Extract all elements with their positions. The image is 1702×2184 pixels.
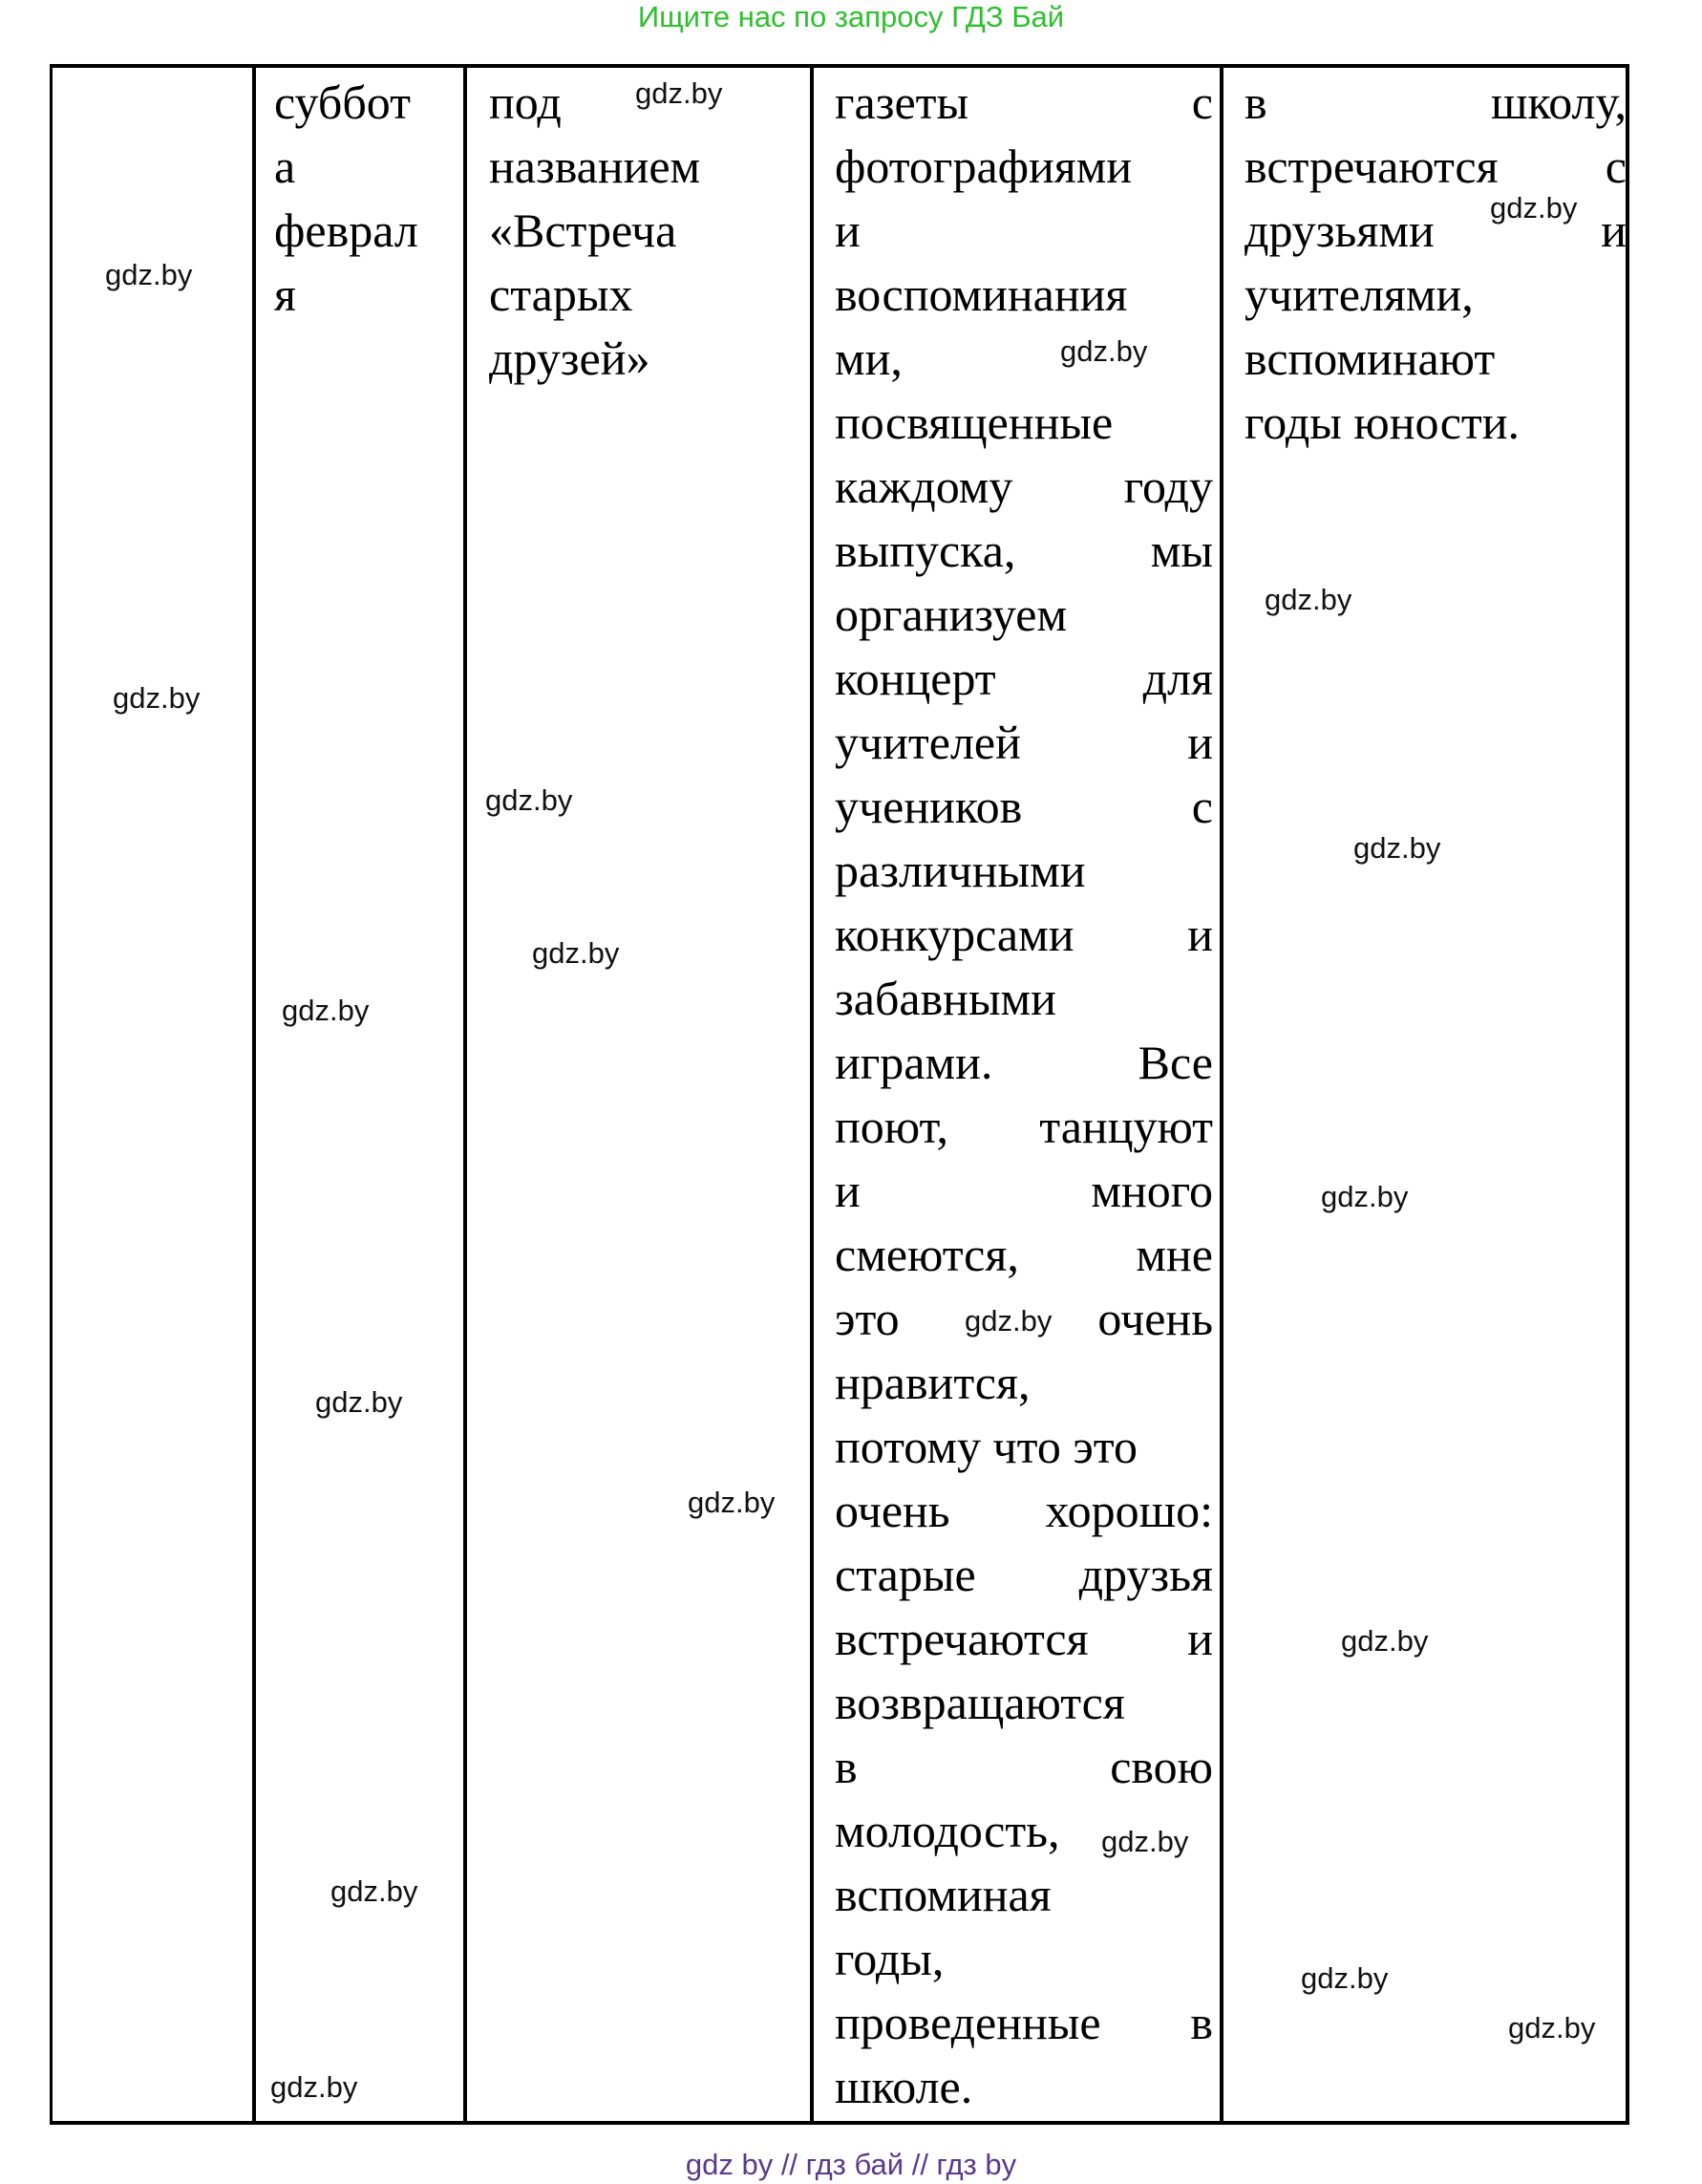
- watermark-text: gdz.by: [1508, 2011, 1596, 2045]
- description-cell-word: в: [1190, 1996, 1213, 2049]
- description-cell-line: [835, 327, 1213, 391]
- event-name-cell-word: «Встреча: [489, 203, 677, 257]
- description-cell-line: [835, 71, 1213, 135]
- description-cell-line: [835, 711, 1213, 775]
- month-cell-word: суббот: [274, 75, 411, 129]
- watermark-text: gdz.by: [1101, 1825, 1189, 1858]
- description-cell-word: молодость,: [835, 1804, 1060, 1857]
- description-cell-word: друзья: [1078, 1548, 1213, 1601]
- event-name-cell-word: старых: [489, 268, 633, 321]
- watermark-text: gdz.by: [1301, 1961, 1389, 1995]
- description-cell-line: [835, 839, 1213, 903]
- reason-cell-word: школу,: [1490, 75, 1627, 129]
- description-cell-word: организуем: [835, 588, 1068, 641]
- description-cell-word: хорошо:: [1045, 1484, 1213, 1537]
- description-cell-line: [835, 1031, 1213, 1095]
- watermark-text: gdz.by: [532, 936, 620, 970]
- description-cell-word: нравится,: [835, 1356, 1031, 1409]
- description-cell-line: [835, 1095, 1213, 1159]
- description-cell-line: [835, 1991, 1213, 2055]
- description-cell-word: и: [835, 1164, 861, 1217]
- description-cell-word: смеются,: [835, 1228, 1019, 1281]
- table-column-2: [252, 64, 467, 2125]
- watermark-text: gdz.by: [270, 2070, 358, 2104]
- description-cell-line: [835, 263, 1213, 327]
- watermark-text: gdz.by: [1321, 1180, 1409, 1213]
- description-cell-word: ми,: [835, 332, 903, 385]
- watermark-text: gdz.by: [1265, 583, 1352, 616]
- reason-cell-word: в: [1245, 75, 1267, 129]
- month-cell-line: [274, 199, 446, 263]
- description-cell-word: учителей: [835, 716, 1021, 769]
- watermark-text: gdz.by: [635, 76, 723, 110]
- reason-cell-line: [1245, 263, 1627, 327]
- description-cell-word: годы,: [835, 1932, 945, 1985]
- description-cell-word: с: [1191, 780, 1213, 833]
- watermark-text: gdz.by: [965, 1304, 1053, 1338]
- month-cell-line: [274, 135, 446, 199]
- description-cell-line: [835, 967, 1213, 1031]
- description-cell-word: очень: [835, 1484, 950, 1537]
- reason-cell-word: учителями,: [1245, 268, 1474, 321]
- description-cell-word: забавными: [835, 972, 1056, 1025]
- description-cell-word: Все: [1138, 1036, 1213, 1089]
- description-cell-line: [835, 1351, 1213, 1415]
- event-name-cell-line: [489, 135, 814, 199]
- description-cell-word: вспоминая: [835, 1868, 1052, 1921]
- watermark-text: gdz.by: [105, 258, 193, 291]
- reason-cell-word: друзьями: [1245, 203, 1435, 257]
- description-cell-word: школе.: [835, 2060, 973, 2113]
- reason-cell-line: [1245, 327, 1627, 391]
- month-cell-word: я: [274, 268, 296, 321]
- description-cell-word: потому что это: [835, 1420, 1138, 1473]
- watermark-text: gdz.by: [282, 994, 370, 1027]
- description-cell-word: и: [1187, 1612, 1213, 1665]
- event-name-cell-word: друзей»: [489, 332, 650, 385]
- watermark-text: gdz.by: [1353, 831, 1441, 865]
- description-cell-word: и: [1187, 908, 1213, 961]
- description-cell-word: газеты: [835, 75, 969, 129]
- watermark-text: gdz.by: [485, 783, 573, 817]
- description-cell-word: концерт: [835, 652, 996, 705]
- description-cell-word: посвященные: [835, 396, 1114, 449]
- event-name-cell-word: под: [489, 75, 562, 129]
- description-cell-word: старые: [835, 1548, 976, 1601]
- month-cell-line: [274, 71, 446, 135]
- description-cell-word: свою: [1110, 1740, 1213, 1793]
- watermark-text: gdz.by: [1341, 1624, 1429, 1658]
- month-cell-line: [274, 263, 446, 327]
- description-cell-line: [835, 135, 1213, 199]
- reason-cell-word: с: [1605, 139, 1627, 193]
- description-cell-word: мне: [1136, 1228, 1213, 1281]
- top-banner[interactable]: Ищите нас по запросу ГДЗ Бай: [637, 0, 1065, 33]
- description-cell-line: [835, 1159, 1213, 1223]
- description-cell-word: фотографиями: [835, 139, 1133, 193]
- description-cell-line: [835, 455, 1213, 519]
- description-cell-word: играми.: [835, 1036, 993, 1089]
- description-cell-word: воспоминания: [835, 268, 1128, 321]
- reason-cell-word: встречаются: [1245, 139, 1499, 193]
- reason-cell-word: годы юности.: [1245, 396, 1521, 449]
- description-cell-line: [835, 2055, 1213, 2119]
- description-cell-word: встречаются: [835, 1612, 1089, 1665]
- description-cell-line: [835, 1671, 1213, 1735]
- watermark-text: gdz.by: [1060, 334, 1148, 368]
- description-cell-line: [835, 391, 1213, 455]
- watermark-text: gdz.by: [1490, 191, 1578, 225]
- description-cell-word: очень: [1097, 1292, 1213, 1345]
- description-cell-word: и: [835, 203, 861, 257]
- description-cell-word: возвращаются: [835, 1676, 1125, 1729]
- description-cell-line: [835, 1927, 1213, 1991]
- description-cell-word: и: [1187, 716, 1213, 769]
- event-name-cell-line: [489, 199, 814, 263]
- description-cell-word: в: [835, 1740, 858, 1793]
- description-cell-line: [835, 775, 1213, 839]
- description-cell-word: с: [1191, 75, 1213, 129]
- watermark-text: gdz.by: [688, 1486, 776, 1519]
- event-name-cell-line: [489, 263, 814, 327]
- description-cell-word: различными: [835, 844, 1086, 897]
- description-cell-word: поют,: [835, 1100, 949, 1153]
- description-cell-word: году: [1123, 460, 1213, 513]
- description-cell-line: [835, 583, 1213, 647]
- description-cell-word: танцуют: [1039, 1100, 1213, 1153]
- description-cell-line: [835, 1543, 1213, 1607]
- reason-cell-word: вспоминают: [1245, 332, 1496, 385]
- description-cell-word: много: [1091, 1164, 1213, 1217]
- description-cell-line: [835, 1415, 1213, 1479]
- description-cell-line: [835, 1607, 1213, 1671]
- month-cell-word: а: [274, 139, 296, 193]
- description-cell-word: конкурсами: [835, 908, 1074, 961]
- reason-cell-line: [1245, 391, 1627, 455]
- watermark-text: gdz.by: [315, 1385, 403, 1419]
- description-cell-line: [835, 1863, 1213, 1927]
- description-cell-word: каждому: [835, 460, 1013, 513]
- reason-cell-word: и: [1601, 203, 1627, 257]
- description-cell-word: проведенные: [835, 1996, 1101, 2049]
- description-cell-word: мы: [1150, 524, 1213, 577]
- description-cell-line: [835, 199, 1213, 263]
- table-column-1: [50, 64, 255, 2125]
- watermark-text: gdz.by: [330, 1874, 418, 1908]
- description-cell-line: [835, 903, 1213, 967]
- description-cell-line: [835, 1735, 1213, 1799]
- description-cell-word: выпуска,: [835, 524, 1016, 577]
- footer-links[interactable]: gdz by // гдз бай // гдз by: [685, 2148, 1017, 2181]
- event-name-cell-line: [489, 327, 814, 391]
- reason-cell-line: [1245, 135, 1627, 199]
- event-name-cell-word: названием: [489, 139, 701, 193]
- description-cell-line: [835, 519, 1213, 583]
- description-cell-word: учеников: [835, 780, 1023, 833]
- watermark-text: gdz.by: [113, 681, 201, 715]
- description-cell-line: [835, 1223, 1213, 1287]
- description-cell-line: [835, 647, 1213, 711]
- description-cell-word: это: [835, 1292, 900, 1345]
- description-cell-line: [835, 1479, 1213, 1543]
- description-cell-word: для: [1142, 652, 1213, 705]
- reason-cell-line: [1245, 71, 1627, 135]
- month-cell-word: феврал: [274, 203, 418, 257]
